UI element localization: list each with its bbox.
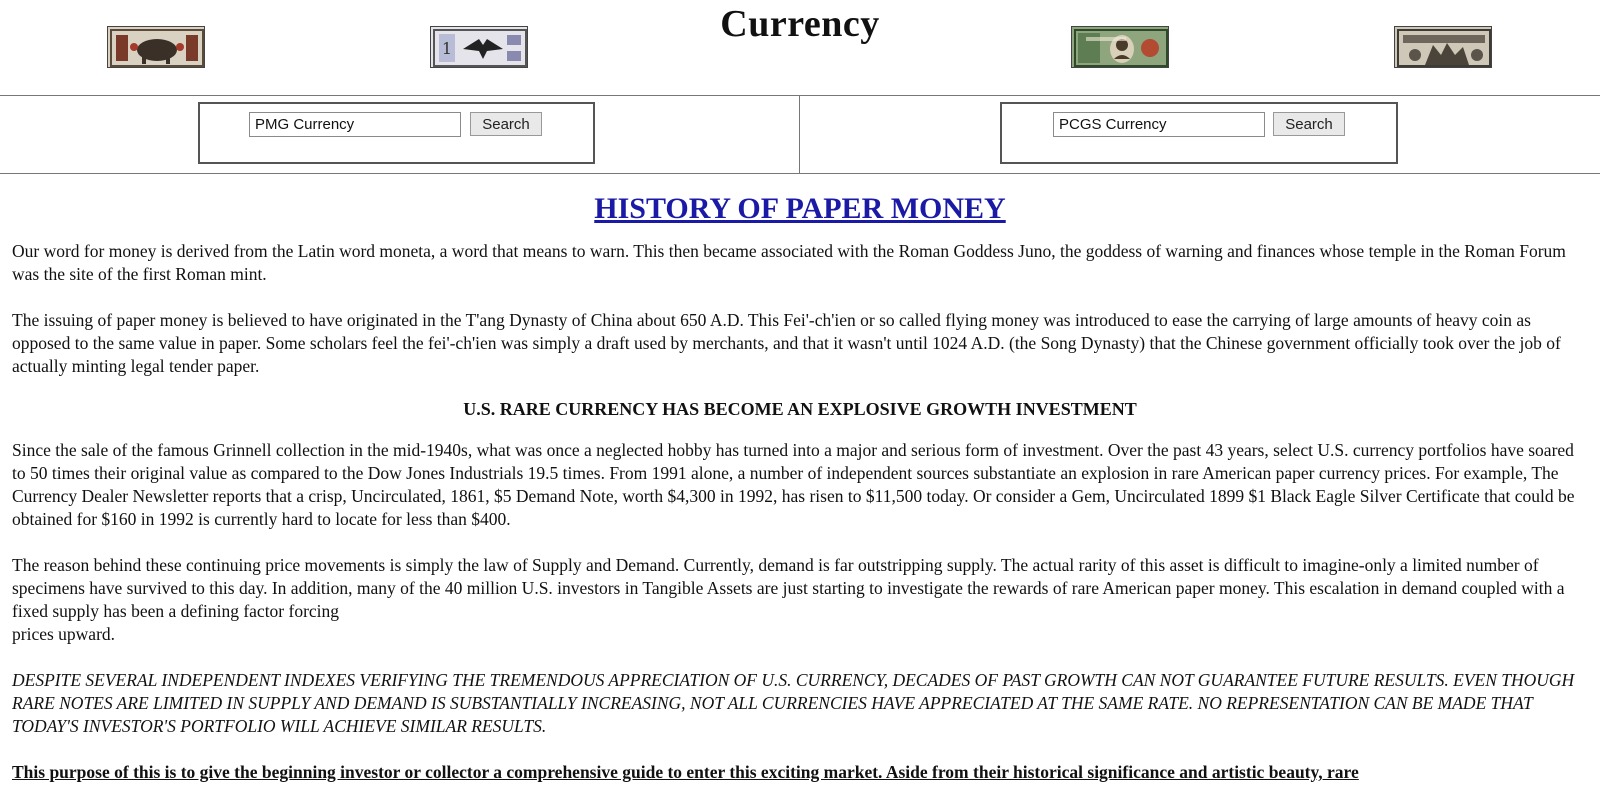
- pcgs-search-input[interactable]: [1053, 112, 1265, 137]
- site-title: Currency: [720, 3, 880, 45]
- paragraph-supply-demand: [12, 554, 1588, 646]
- pmg-search-input[interactable]: [249, 112, 461, 137]
- paragraph-supply-demand-text: The reason behind these continuing price movements is simply the law of Supply and Demand. Currently, demand is far outstripping supply. The actual rarity of this asset is difficult to imagine-only a limited number of specimens have survived to this day. In addition, many of the 40 million U.S. investors in Tangible Assets are just starting to investigate the rewards of rare American paper money. This escalation in demand coupled with a fixed supply has been a defining factor forcing: [12, 555, 1565, 621]
- search-row: [0, 96, 1600, 174]
- history-heading-link[interactable]: HISTORY OF PAPER MONEY: [594, 192, 1006, 225]
- pcgs-search-button[interactable]: Search: [1273, 112, 1345, 136]
- article: [0, 192, 1600, 784]
- paragraph-grinnell: Since the sale of the famous Grinnell collection in the mid-1940s, what was once a neglected hobby has turned into a major and serious form of investment. Over the past 43 years, select U.S. currency portfolios have soared to 50 times their original value as compared to the Dow Jones Industrials 19.5 times. From 1991 alone, a number of independent sources substantiate an explosion in rare American paper currency prices. For example, The Currency Dealer Newsletter reports that a crisp, Uncirculated, 1861, $5 Demand Note, worth $4,300 in 1992, has risen to $11,500 today. Or consider a Gem, Uncirculated 1899 $1 Black Eagle Silver Certificate that could be obtained for $160 in 1992 is currently hard to locate for less than $400.: [12, 440, 1575, 529]
- paragraph-supply-demand-end: prices upward.: [12, 624, 116, 644]
- section-subheading: U.S. RARE CURRENCY HAS BECOME AN EXPLOSIVE GROWTH INVESTMENT: [463, 399, 1137, 419]
- search-divider: [799, 96, 800, 173]
- educational-note-image: [1394, 26, 1492, 68]
- svg-text:1: 1: [441, 39, 453, 58]
- washington-note-image: [1071, 26, 1169, 68]
- disclaimer-paragraph: DESPITE SEVERAL INDEPENDENT INDEXES VERIFYING THE TREMENDOUS APPRECIATION OF U.S. CURRENCY, DECADES OF PAST GROWTH CAN NOT GUARANTEE FUTURE RESULTS. EVEN THOUGH RARE NOTES ARE LIMITED IN SUPPLY AND DEMAND IS SUBSTANTIALLY INCREASING, NOT ALL CURRENCIES HAVE APPRECIATED AT THE SAME RATE. NO REPRESENTATION CAN BE MADE THAT TODAY'S INVESTOR'S PORTFOLIO WILL ACHIEVE SIMILAR RESULTS.: [12, 670, 1575, 736]
- page-heading: [12, 192, 1588, 226]
- paragraph-tang-dynasty: The issuing of paper money is believed to have originated in the T'ang Dynasty of China about 650 A.D. This Fei'-ch'ien or so called flying money was introduced to ease the carrying of large amounts of heavy coin as opposed to the same value in paper. Some scholars feel the fei'-ch'ien was simply a draft used by merchants, and that it wasn't until 1024 A.D. (the Song Dynasty) that the Chinese government officially took over the job of actually minting legal tender paper.: [12, 310, 1561, 376]
- pmg-search-form: [198, 102, 595, 164]
- closing-paragraph: This purpose of this is to give the beginning investor or collector a comprehensive guide to enter this exciting market. Aside from their historical significance and artistic beauty, rare: [12, 762, 1359, 782]
- pcgs-search-form: [1000, 102, 1398, 164]
- pmg-search-button[interactable]: Search: [470, 112, 542, 136]
- paragraph-moneta: Our word for money is derived from the Latin word moneta, a word that means to warn. This then became associated with the Roman Goddess Juno, the goddess of warning and finances whose temple in the Roman Forum was the site of the first Roman mint.: [12, 241, 1566, 284]
- header: [0, 0, 1600, 96]
